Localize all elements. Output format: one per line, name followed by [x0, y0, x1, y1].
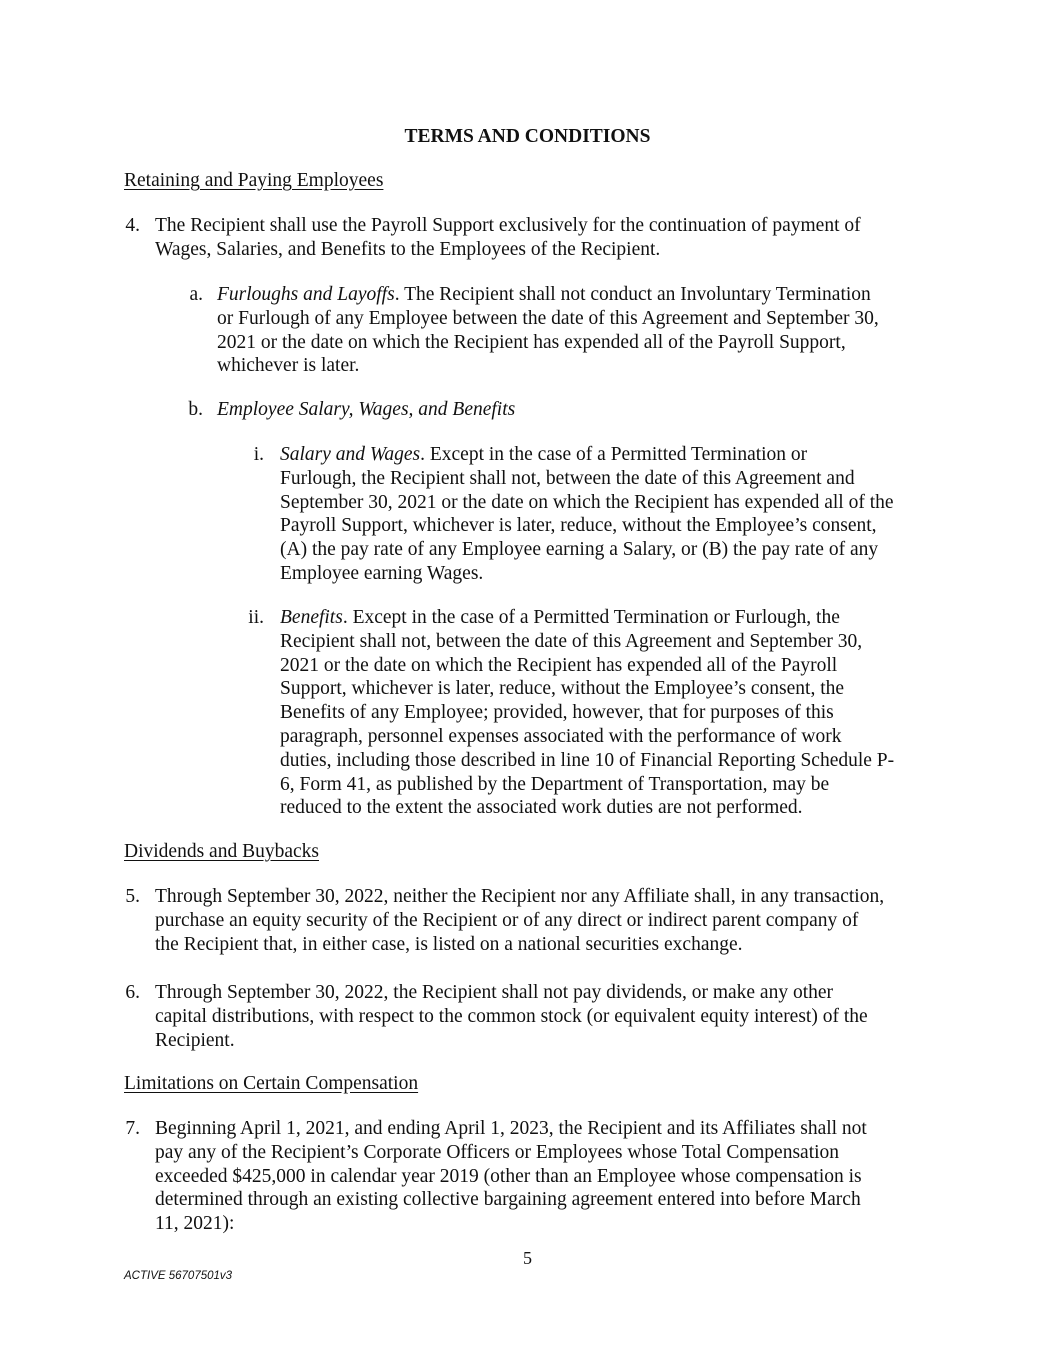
clause-line: Furloughs and Layoffs. The Recipient shall not conduct an Involuntary Termination: [217, 284, 871, 305]
clause-number: b.: [188, 399, 203, 420]
clause-line: 2021 or the date on which the Recipient has expended all of the Payroll: [280, 654, 838, 676]
clause-line: 11, 2021):: [155, 1213, 235, 1235]
clause-line: paragraph, personnel expenses associated with the performance of work: [280, 725, 842, 747]
clause-line: pay any of the Recipient’s Corporate Officers or Employees whose Total Compensation: [155, 1141, 840, 1163]
clause-number: a.: [189, 284, 203, 305]
clause-line: Beginning April 1, 2021, and ending April 1, 2023, the Recipient and its Affiliates shall not: [155, 1118, 867, 1139]
clause-label: Furloughs and Layoffs: [217, 284, 395, 305]
clause-line: Wages, Salaries, and Benefits to the Employees of the Recipient.: [155, 238, 661, 260]
clause-label: Benefits: [280, 607, 343, 628]
page-title: TERMS AND CONDITIONS: [404, 126, 651, 147]
clause-number: i.: [253, 444, 264, 465]
clause-line: Employee earning Wages.: [280, 562, 484, 584]
clause-line: Furlough, the Recipient shall not, between the date of this Agreement and: [280, 467, 855, 489]
section-heading-limitations: Limitations on Certain Compensation: [124, 1073, 419, 1094]
clause-number: 5.: [125, 886, 140, 907]
clause-line: determined through an existing collective bargaining agreement entered into before March: [155, 1189, 861, 1211]
clause-number: 4.: [125, 215, 140, 236]
clause-line: Through September 30, 2022, neither the Recipient nor any Affiliate shall, in any transaction,: [155, 886, 885, 907]
clause-line: exceeded $425,000 in calendar year 2019 (other than an Employee whose compensation is: [155, 1165, 862, 1187]
clause-line: whichever is later.: [217, 355, 360, 377]
clause-line: Recipient.: [155, 1029, 235, 1051]
clause-number: 6.: [125, 982, 140, 1003]
clause-number: 7.: [125, 1118, 140, 1139]
clause-line: capital distributions, with respect to the common stock (or equivalent equity interest) of the: [155, 1005, 868, 1027]
clause-line: 2021 or the date on which the Recipient has expended all of the Payroll Support,: [217, 331, 846, 353]
clause-line: 6, Form 41, as published by the Department of Transportation, may be: [280, 773, 830, 795]
clause-line: or Furlough of any Employee between the date of this Agreement and September 30,: [217, 307, 879, 329]
clause-line: Salary and Wages. Except in the case of a Permitted Termination or: [280, 444, 808, 465]
clause-line: The Recipient shall use the Payroll Support exclusively for the continuation of payment of: [155, 215, 861, 236]
clause-label: Salary and Wages: [280, 444, 421, 465]
clause-line: [217, 398, 515, 422]
section-heading-dividends: Dividends and Buybacks: [124, 841, 319, 862]
clause-line: Benefits. Except in the case of a Permitted Termination or Furlough, the: [280, 607, 840, 628]
clause-line: reduced to the extent the associated work duties are not performed.: [280, 797, 803, 819]
page-number: 5: [523, 1248, 532, 1268]
clause-line: (A) the pay rate of any Employee earning a Salary, or (B) the pay rate of any: [280, 539, 879, 561]
clause-number: ii.: [248, 607, 264, 628]
clause-line: Recipient shall not, between the date of this Agreement and September 30,: [280, 630, 863, 652]
clause-line: Benefits of any Employee; provided, however, that for purposes of this: [280, 702, 834, 724]
clause-line: September 30, 2021 or the date on which the Recipient has expended all of the: [280, 491, 894, 513]
clause-line: the Recipient that, in either case, is listed on a national securities exchange.: [155, 933, 743, 955]
clause-line: Through September 30, 2022, the Recipient shall not pay dividends, or make any other: [155, 982, 834, 1003]
clause-line: Payroll Support, whichever is later, reduce, without the Employee’s consent,: [280, 515, 877, 537]
document-id: ACTIVE 56707501v3: [124, 1270, 233, 1282]
clause-line: purchase an equity security of the Recipient or of any direct or indirect parent company of: [155, 909, 859, 931]
clause-label: Employee Salary, Wages, and Benefits: [217, 399, 516, 420]
clause-line: duties, including those described in line 10 of Financial Reporting Schedule P-: [280, 749, 895, 771]
clause-line: Support, whichever is later, reduce, without the Employee’s consent, the: [280, 678, 845, 700]
section-heading-retaining: Retaining and Paying Employees: [124, 170, 384, 191]
